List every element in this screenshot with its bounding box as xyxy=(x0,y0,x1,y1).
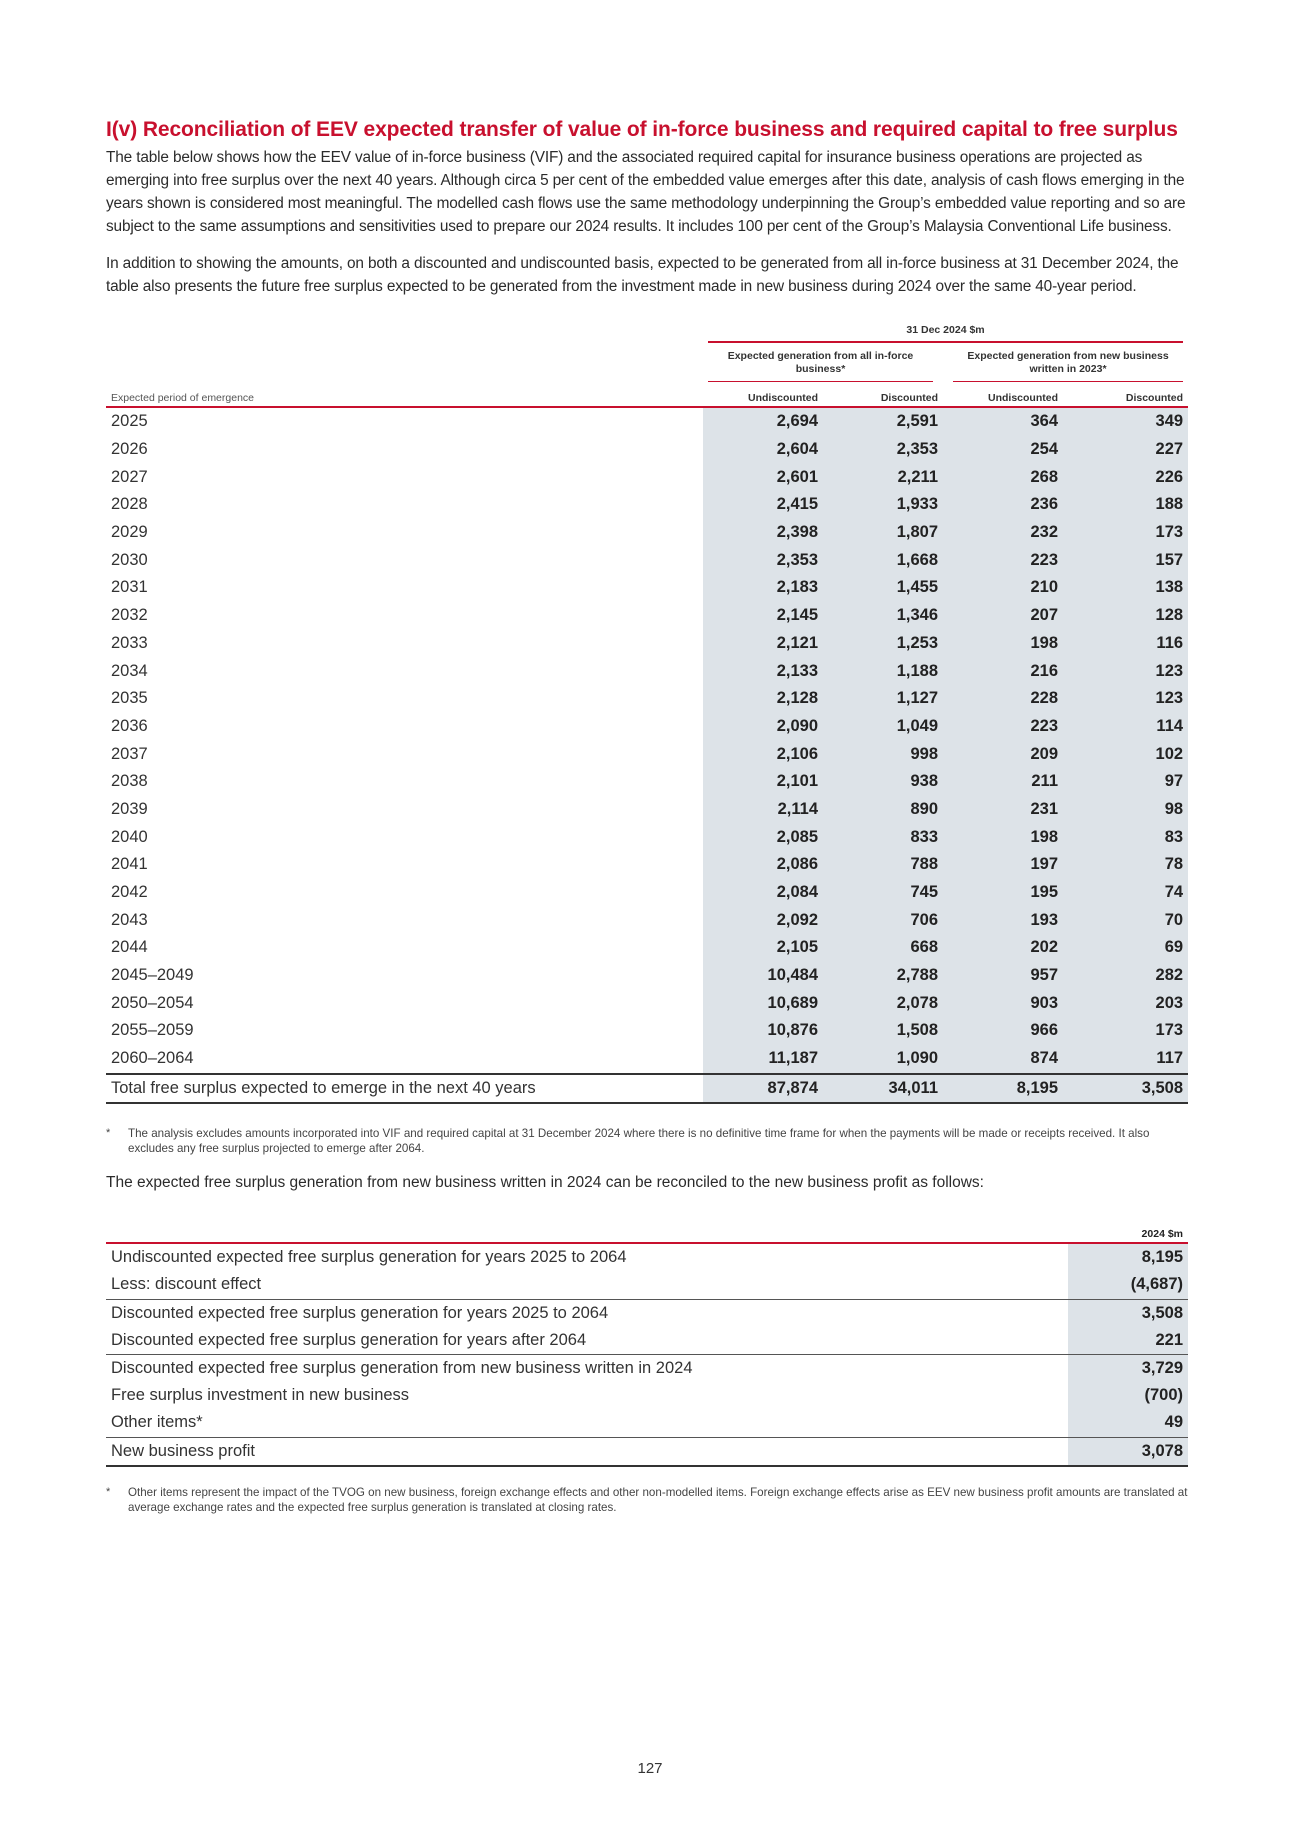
table-row xyxy=(106,906,1188,934)
footnote-marker: * xyxy=(106,1127,111,1140)
table-row xyxy=(106,989,1188,1017)
value-cell: 203 xyxy=(1063,989,1188,1017)
table-body xyxy=(106,407,1188,1103)
row-label: New business profit xyxy=(106,1437,1068,1466)
row-label: 2038 xyxy=(111,772,148,791)
reconciliation-table xyxy=(106,1218,1188,1467)
table-row xyxy=(106,823,1188,851)
row-label: 2035 xyxy=(111,689,148,708)
footnote-1 xyxy=(106,1126,1188,1156)
value-cell: 74 xyxy=(1063,879,1188,907)
reconciliation-row xyxy=(106,1327,1188,1355)
value-cell: 221 xyxy=(1068,1327,1188,1355)
row-label: 2034 xyxy=(111,661,148,680)
value-cell: 34,011 xyxy=(823,1074,943,1104)
value-cell: 97 xyxy=(1063,768,1188,796)
value-cell: 198 xyxy=(943,823,1063,851)
value-cell: 117 xyxy=(1063,1045,1188,1074)
value-cell: 2,604 xyxy=(703,436,823,464)
value-cell: 2,601 xyxy=(703,463,823,491)
table-row xyxy=(106,436,1188,464)
value-cell: 195 xyxy=(943,879,1063,907)
table-row xyxy=(106,879,1188,907)
value-cell: 231 xyxy=(943,796,1063,824)
value-cell: 1,508 xyxy=(823,1017,943,1045)
row-label: 2045–2049 xyxy=(111,966,194,985)
value-cell: 193 xyxy=(943,906,1063,934)
value-cell: 2,078 xyxy=(823,989,943,1017)
value-cell: 2,353 xyxy=(823,436,943,464)
col-header-discounted: Discounted xyxy=(823,382,943,407)
row-label: Less: discount effect xyxy=(111,1275,262,1294)
total-row xyxy=(106,1074,1188,1104)
value-cell: 3,508 xyxy=(1068,1299,1188,1327)
row-label: 2033 xyxy=(111,633,148,652)
row-label: 2041 xyxy=(111,855,148,874)
value-cell: 890 xyxy=(823,796,943,824)
table-row xyxy=(106,546,1188,574)
value-cell: 232 xyxy=(943,519,1063,547)
value-cell: 2,694 xyxy=(703,407,823,436)
col-header-undiscounted: Undiscounted xyxy=(703,382,823,407)
table-row xyxy=(106,463,1188,491)
value-cell: 8,195 xyxy=(943,1074,1063,1104)
value-cell: 123 xyxy=(1063,657,1188,685)
value-cell: 173 xyxy=(1063,1017,1188,1045)
value-cell: (700) xyxy=(1068,1382,1188,1409)
reconciliation-row xyxy=(106,1382,1188,1409)
reconciliation-header: 2024 $m xyxy=(1068,1218,1188,1243)
value-cell: 788 xyxy=(823,851,943,879)
table-row xyxy=(106,962,1188,990)
value-cell: 1,253 xyxy=(823,630,943,658)
row-label: Free surplus investment in new business xyxy=(111,1386,410,1405)
value-cell: 10,689 xyxy=(703,989,823,1017)
row-label: 2039 xyxy=(111,799,148,818)
row-label: 2032 xyxy=(111,606,148,625)
row-label: 2040 xyxy=(111,827,148,846)
value-cell: 668 xyxy=(823,934,943,962)
reconciliation-row xyxy=(106,1409,1188,1437)
value-cell: 226 xyxy=(1063,463,1188,491)
value-cell: 202 xyxy=(943,934,1063,962)
value-cell: 83 xyxy=(1063,823,1188,851)
value-cell: 2,211 xyxy=(823,463,943,491)
value-cell: 11,187 xyxy=(703,1045,823,1074)
reconciliation-row xyxy=(106,1271,1188,1299)
value-cell: 102 xyxy=(1063,740,1188,768)
value-cell: 197 xyxy=(943,851,1063,879)
row-label: 2042 xyxy=(111,883,148,902)
row-label: 2060–2064 xyxy=(111,1049,194,1068)
value-cell: 1,807 xyxy=(823,519,943,547)
value-cell: 138 xyxy=(1063,574,1188,602)
col-header-undiscounted: Undiscounted xyxy=(943,382,1063,407)
value-cell: 98 xyxy=(1063,796,1188,824)
value-cell: 49 xyxy=(1068,1409,1188,1437)
value-cell: 2,106 xyxy=(703,740,823,768)
value-cell: 874 xyxy=(943,1045,1063,1074)
value-cell: 2,086 xyxy=(703,851,823,879)
value-cell: 1,668 xyxy=(823,546,943,574)
row-label: 2030 xyxy=(111,550,148,569)
row-label: 2031 xyxy=(111,578,148,597)
reconciliation-row xyxy=(106,1299,1188,1327)
value-cell: 173 xyxy=(1063,519,1188,547)
row-label: 2029 xyxy=(111,523,148,542)
row-label: 2036 xyxy=(111,716,148,735)
row-label: 2028 xyxy=(111,495,148,514)
table-row xyxy=(106,740,1188,768)
row-label: Other items* xyxy=(111,1413,203,1432)
group-header-in-force: Expected generation from all in-force business* xyxy=(708,344,933,382)
value-cell: 1,346 xyxy=(823,602,943,630)
value-cell: 2,415 xyxy=(703,491,823,519)
value-cell: 1,188 xyxy=(823,657,943,685)
value-cell: 211 xyxy=(943,768,1063,796)
value-cell: 2,101 xyxy=(703,768,823,796)
value-cell: 188 xyxy=(1063,491,1188,519)
value-cell: 2,591 xyxy=(823,407,943,436)
table-row xyxy=(106,685,1188,713)
value-cell: 2,114 xyxy=(703,796,823,824)
value-cell: 114 xyxy=(1063,713,1188,741)
value-cell: 198 xyxy=(943,630,1063,658)
table-row xyxy=(106,574,1188,602)
row-label: Discounted expected free surplus generation for years 2025 to 2064 xyxy=(106,1299,1068,1327)
row-label: 2027 xyxy=(111,467,148,486)
value-cell: 223 xyxy=(943,546,1063,574)
reconciliation-row xyxy=(106,1243,1188,1271)
table-row xyxy=(106,851,1188,879)
reconciliation-row xyxy=(106,1437,1188,1466)
value-cell: 966 xyxy=(943,1017,1063,1045)
value-cell: 78 xyxy=(1063,851,1188,879)
value-cell: 2,105 xyxy=(703,934,823,962)
value-cell: 2,085 xyxy=(703,823,823,851)
value-cell: 957 xyxy=(943,962,1063,990)
table-row xyxy=(106,796,1188,824)
value-cell: (4,687) xyxy=(1068,1271,1188,1299)
value-cell: 210 xyxy=(943,574,1063,602)
table-row xyxy=(106,934,1188,962)
table-row xyxy=(106,630,1188,658)
value-cell: 2,128 xyxy=(703,685,823,713)
value-cell: 70 xyxy=(1063,906,1188,934)
reconciliation-intro: The expected free surplus generation from new business written in 2024 can be reconciled to the new business profit as follows: xyxy=(106,1174,984,1192)
value-cell: 2,145 xyxy=(703,602,823,630)
value-cell: 87,874 xyxy=(703,1074,823,1104)
value-cell: 833 xyxy=(823,823,943,851)
footnote-2 xyxy=(106,1485,1188,1515)
row-label: Total free surplus expected to emerge in the next 40 years xyxy=(106,1074,703,1104)
page-number: 127 xyxy=(637,1760,663,1777)
table-row xyxy=(106,713,1188,741)
value-cell: 349 xyxy=(1063,407,1188,436)
value-cell: 2,788 xyxy=(823,962,943,990)
value-cell: 2,121 xyxy=(703,630,823,658)
value-cell: 2,090 xyxy=(703,713,823,741)
footnote-1-text: The analysis excludes amounts incorporated into VIF and required capital at 31 December 2024 where there is no definitive time frame for when the payments will be made or receipts received. It also excludes any free surplus projected to emerge after 2064. xyxy=(128,1127,1150,1156)
table-row xyxy=(106,657,1188,685)
row-label: 2026 xyxy=(111,440,148,459)
value-cell: 207 xyxy=(943,602,1063,630)
page-content xyxy=(106,118,1188,1515)
value-cell: 128 xyxy=(1063,602,1188,630)
value-cell: 364 xyxy=(943,407,1063,436)
intro-paragraph-2: In addition to showing the amounts, on both a discounted and undiscounted basis, expected to be generated from all in-force business at 31 December 2024, the table also presents the future free surplus expected to be generated from the investment made in new business during 2024 over the same 40-year period. xyxy=(106,255,1179,295)
value-cell: 227 xyxy=(1063,436,1188,464)
col-header-discounted: Discounted xyxy=(1063,382,1188,407)
row-label: 2055–2059 xyxy=(111,1021,194,1040)
table-row xyxy=(106,602,1188,630)
value-cell: 123 xyxy=(1063,685,1188,713)
row-label: 2025 xyxy=(111,412,148,431)
table-row xyxy=(106,519,1188,547)
value-cell: 236 xyxy=(943,491,1063,519)
value-cell: 209 xyxy=(943,740,1063,768)
value-cell: 3,078 xyxy=(1068,1437,1188,1466)
value-cell: 116 xyxy=(1063,630,1188,658)
row-label: Discounted expected free surplus generation for years after 2064 xyxy=(111,1330,587,1349)
value-cell: 1,127 xyxy=(823,685,943,713)
value-cell: 268 xyxy=(943,463,1063,491)
value-cell: 228 xyxy=(943,685,1063,713)
period-header: 31 Dec 2024 $m xyxy=(708,324,1183,343)
group-header-new-business: Expected generation from new business written in 2023* xyxy=(953,344,1183,382)
value-cell: 282 xyxy=(1063,962,1188,990)
row-label: Undiscounted expected free surplus generation for years 2025 to 2064 xyxy=(111,1248,627,1267)
value-cell: 938 xyxy=(823,768,943,796)
value-cell: 745 xyxy=(823,879,943,907)
free-surplus-table xyxy=(106,322,1188,1104)
value-cell: 2,133 xyxy=(703,657,823,685)
table-row xyxy=(106,407,1188,436)
table-row xyxy=(106,1045,1188,1074)
value-cell: 998 xyxy=(823,740,943,768)
value-cell: 706 xyxy=(823,906,943,934)
row-label: 2043 xyxy=(111,910,148,929)
value-cell: 2,398 xyxy=(703,519,823,547)
value-cell: 3,729 xyxy=(1068,1354,1188,1382)
value-cell: 10,484 xyxy=(703,962,823,990)
value-cell: 1,090 xyxy=(823,1045,943,1074)
value-cell: 10,876 xyxy=(703,1017,823,1045)
value-cell: 1,455 xyxy=(823,574,943,602)
footnote-marker: * xyxy=(106,1485,111,1498)
row-label: 2044 xyxy=(111,938,148,957)
table-row xyxy=(106,768,1188,796)
intro-paragraph-1: The table below shows how the EEV value of in-force business (VIF) and the associated required capital for insurance business operations are projected as emerging into free surplus over the next 40 years. Although circa 5 per cent of the embedded value emerges after this date, analysis of cash flows emerging in the years shown is considered most meaningful. The modelled cash flows use the same methodology underpinning the Group’s embedded value reporting and so are subject to the same assumptions and sensitivities used to prepare our 2024 results. It includes 100 per cent of the Group’s Malaysia Conventional Life business. xyxy=(106,149,1186,235)
value-cell: 223 xyxy=(943,713,1063,741)
row-label: Discounted expected free surplus generation from new business written in 2024 xyxy=(106,1354,1068,1382)
value-cell: 2,183 xyxy=(703,574,823,602)
value-cell: 216 xyxy=(943,657,1063,685)
value-cell: 2,353 xyxy=(703,546,823,574)
value-cell: 2,084 xyxy=(703,879,823,907)
row-label: 2037 xyxy=(111,744,148,763)
value-cell: 157 xyxy=(1063,546,1188,574)
reconciliation-row xyxy=(106,1354,1188,1382)
section-title: I(v) Reconciliation of EEV expected transfer of value of in-force business and required capital to free surplus xyxy=(106,118,1178,141)
row-label-header: Expected period of emergence xyxy=(106,382,703,407)
value-cell: 1,049 xyxy=(823,713,943,741)
row-label: 2050–2054 xyxy=(111,993,194,1012)
footnote-2-text: Other items represent the impact of the TVOG on new business, foreign exchange effects and other non-modelled items. Foreign exchange effects arise as EEV new business profit amounts are translated at average exchange rates and the expected free surplus generation is translated at closing rates. xyxy=(128,1485,1188,1514)
value-cell: 254 xyxy=(943,436,1063,464)
value-cell: 8,195 xyxy=(1068,1243,1188,1271)
table-row xyxy=(106,1017,1188,1045)
value-cell: 3,508 xyxy=(1063,1074,1188,1104)
value-cell: 1,933 xyxy=(823,491,943,519)
value-cell: 903 xyxy=(943,989,1063,1017)
value-cell: 2,092 xyxy=(703,906,823,934)
table-row xyxy=(106,491,1188,519)
value-cell: 69 xyxy=(1063,934,1188,962)
